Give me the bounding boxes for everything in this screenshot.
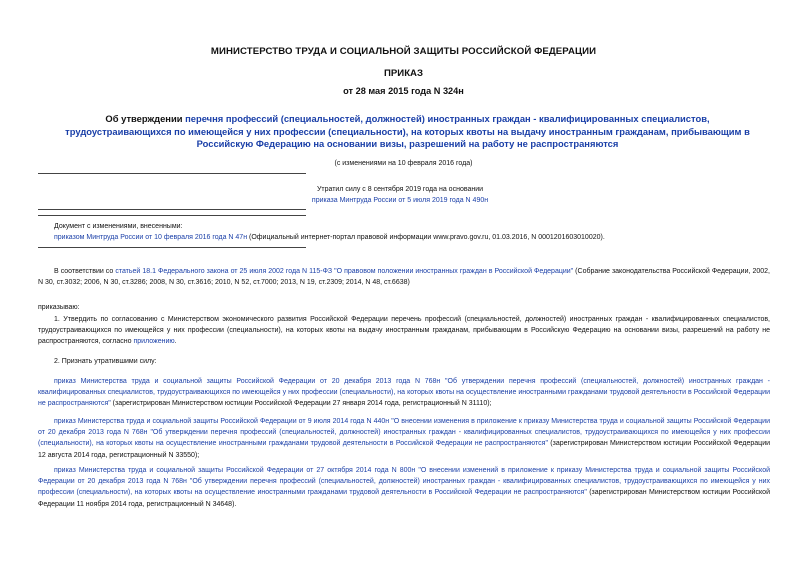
repealed-order-registration: (зарегистрирован Министерством юстиции Российской Федерации 12 августа 2014 года, регистрационный N 33550);: [38, 440, 771, 459]
status-block: [200, 185, 600, 206]
amendments-block: [54, 222, 774, 243]
item-1-text: 1. Утвердить по согласованию с Министерством экономического развития Российской Федерации перечень профессий (специальностей, должностей) иностранных граждан - квалифицированных специалистов, трудоустраивающихся по имеющейся у них профессии (специальности), на которых квоты на выдачу иностранным гражданам, прибывающим в Российскую Федерацию на основании визы, разрешений на работу не распространяются, согласно: [38, 316, 770, 346]
status-link[interactable]: приказа Минтруда России от 5 июля 2019 года N 490н: [311, 196, 489, 204]
divider: [38, 209, 306, 210]
changes-note: (с изменениями на 10 февраля 2016 года): [334, 160, 473, 167]
title-link[interactable]: перечня профессий (специальностей, должностей) иностранных граждан - квалифицированных специалистов, трудоустраивающихся по имеющейся у них профессии (специальности), на которых квоты на выдачу иностранным гражданам, прибывающим в Российскую Федерацию на основании визы, разрешений на работу не распространяются: [65, 113, 750, 149]
repealed-item: [38, 376, 770, 410]
amendments-line: [54, 233, 774, 244]
item-2-heading: 2. Признать утратившими силу:: [54, 358, 157, 365]
preamble-paragraph: [38, 266, 770, 288]
preamble-source: (Собрание законодательства Российской Федерации, 2002, N 30, ст.3032; 2006, N 30, ст.3286; 2008, N 30, ст.3616; 2010, N 52, ст.7000; 2013, N 19, ст.2309; 2014, N 48, ст.6638): [38, 268, 770, 287]
title-prefix: Об утверждении: [105, 113, 186, 124]
divider: [38, 247, 306, 248]
appendix-link[interactable]: приложению: [133, 338, 175, 346]
ministry-name: МИНИСТЕРСТВО ТРУДА И СОЦИАЛЬНОЙ ЗАЩИТЫ РОССИЙСКОЙ ФЕДЕРАЦИИ: [210, 46, 597, 57]
amendment-link[interactable]: приказом Минтруда России от 10 февраля 2016 года N 47н: [54, 233, 248, 241]
divider: [38, 173, 306, 174]
repealed-order-registration: (зарегистрирован Министерством юстиции Российской Федерации 27 января 2014 года, регистрационный N 31110);: [110, 400, 492, 408]
repealed-order-link[interactable]: приказ Министерства труда и социальной защиты Российской Федерации от 20 декабря 2013 года N 768н "Об утверждении перечня профессий (специальностей, должностей) иностранных граждан - квалифицированных специалистов, трудоустраивающихся по имеющейся у них профессии (специальности), на которых квоты на осуществление иностранными гражданами трудовой деятельности в Российской Федерации не распространяются": [38, 378, 770, 408]
item-1-end: .: [174, 338, 177, 346]
repealed-item: [38, 416, 770, 461]
repealed-item: [38, 465, 770, 510]
order-type: ПРИКАЗ: [384, 68, 423, 79]
orders-word: приказываю:: [38, 304, 80, 311]
repealed-order-registration: (зарегистрирован Министерством юстиции Российской Федерации 11 ноября 2014 года, регистрационный N 34648).: [38, 489, 770, 508]
document-title: [55, 113, 760, 151]
amendment-source: (Официальный интернет-портал правовой информации www.pravo.gov.ru, 01.03.2016, N 0001201603010020).: [247, 233, 605, 241]
preamble-start: В соответствии со: [54, 268, 116, 275]
item-1-paragraph: [38, 314, 770, 348]
divider: [38, 215, 306, 216]
amendments-label: Документ с изменениями, внесенными:: [54, 223, 183, 230]
order-date-number: от 28 мая 2015 года N 324н: [343, 86, 464, 96]
law-link[interactable]: статьей 18.1 Федерального закона от 25 июля 2002 года N 115-ФЗ "О правовом положении иностранных граждан в Российской Федерации": [115, 268, 574, 275]
status-text: Утратил силу с 8 сентября 2019 года на основании: [316, 186, 484, 193]
repealed-order-link[interactable]: приказ Министерства труда и социальной защиты Российской Федерации от 9 июля 2014 года N 440н "О внесении изменения в приложение к приказу Министерства труда и социальной защиты Российской Федерации от 20 декабря 2013 года N 768н "Об утверждении перечня профессий (специальностей, должностей) иностранных граждан - квалифицированных специалистов, трудоустраивающихся по имеющейся у них профессии (специальности), на которых квоты на осуществление иностранными гражданами трудовой деятельности в Российской Федерации не распространяются": [38, 418, 770, 448]
repealed-order-link[interactable]: приказ Министерства труда и социальной защиты Российской Федерации от 27 октября 2014 года N 800н "О внесении изменений в приложение к приказу Министерства труда и социальной защиты Российской Федерации от 20 декабря 2013 года N 768н "Об утверждении перечня профессий (специальностей, должностей) иностранных граждан - квалифицированных специалистов, трудоустраивающихся по имеющейся у них профессии (специальности), на которых квоты на осуществление иностранными гражданами трудовой деятельности в Российской Федерации не распространяются": [38, 467, 770, 497]
